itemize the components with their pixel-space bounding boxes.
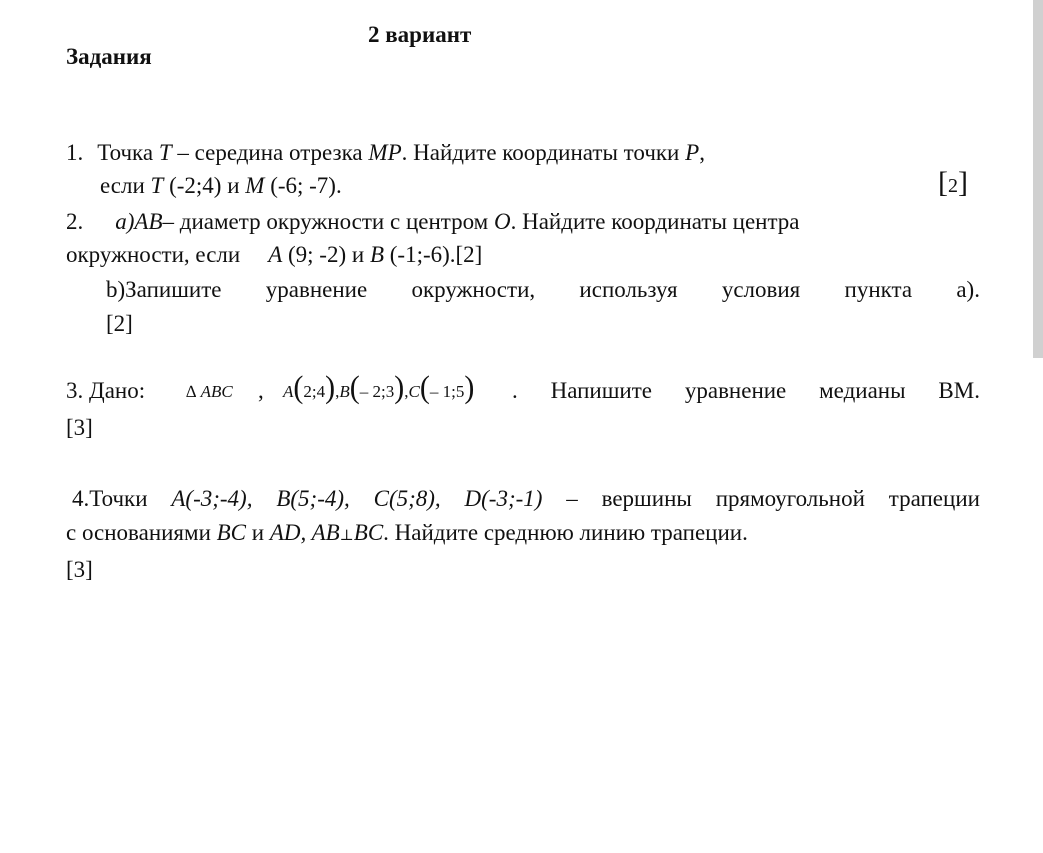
word: b)Запишите bbox=[106, 277, 222, 302]
word: – bbox=[566, 486, 578, 511]
paren: ( bbox=[349, 370, 360, 405]
point-t: T bbox=[158, 140, 172, 165]
task1-score bbox=[938, 166, 968, 203]
point-c: C bbox=[408, 382, 420, 401]
segment-bc: BC bbox=[353, 520, 384, 545]
tasks-heading: Задания bbox=[66, 44, 152, 69]
word: трапеции bbox=[888, 486, 980, 511]
task3-comma: , bbox=[258, 378, 264, 403]
coords-c: – 1;5 bbox=[429, 382, 465, 401]
task1-text: , bbox=[699, 140, 705, 165]
word: окружности, bbox=[411, 277, 536, 302]
paren: ( bbox=[419, 370, 430, 405]
task1-text: (-6; -7). bbox=[264, 173, 342, 198]
segment-ad-ab: AD, AB bbox=[269, 520, 340, 545]
word: Напишите bbox=[550, 378, 653, 403]
task2-part-b-line bbox=[106, 275, 980, 305]
task3-score: [3] bbox=[66, 415, 93, 440]
task1-line2 bbox=[100, 171, 342, 201]
task1-text: Точка bbox=[97, 140, 159, 165]
task3-given bbox=[66, 376, 145, 406]
word: прямоугольной bbox=[715, 486, 865, 511]
paren: ) bbox=[464, 370, 475, 405]
coords-b: – 2;3 bbox=[359, 382, 395, 401]
perpendicular-symbol: ⊥ bbox=[339, 528, 354, 544]
triangle-name: ABC bbox=[200, 382, 233, 401]
segment-mp: MP bbox=[368, 140, 402, 165]
task2-text: (9; -2) и bbox=[282, 242, 370, 267]
coords-a: 2;4 bbox=[303, 382, 326, 401]
word: медианы bbox=[819, 378, 906, 403]
word: 4.Точки bbox=[72, 486, 148, 511]
word: а). bbox=[956, 277, 980, 302]
triangle-abc bbox=[186, 380, 233, 404]
point-p: P bbox=[685, 140, 700, 165]
task2-text: . Найдите координаты центра bbox=[510, 209, 800, 234]
variant-title: 2 вариант bbox=[368, 22, 472, 47]
point-b: B bbox=[339, 382, 350, 401]
task4-score: [3] bbox=[66, 557, 93, 582]
task1-line1 bbox=[66, 138, 705, 168]
task1-text: – середина отрезка bbox=[171, 140, 369, 165]
point-b-coords: B(5;-4), bbox=[276, 486, 350, 511]
task3-number: 3. bbox=[66, 378, 84, 403]
word: используя bbox=[579, 277, 678, 302]
vertical-scrollbar[interactable] bbox=[1033, 0, 1043, 358]
point-a: A bbox=[283, 382, 294, 401]
word: условия bbox=[721, 277, 801, 302]
point-t: T bbox=[150, 173, 164, 198]
task4-text: . Найдите среднюю линию трапеции. bbox=[383, 520, 748, 545]
score-value: 2 bbox=[948, 175, 958, 197]
task1-text: если bbox=[100, 173, 151, 198]
task2-line1 bbox=[66, 207, 800, 237]
word: пункта bbox=[844, 277, 913, 302]
task2-text: (-1;-6).[2] bbox=[384, 242, 483, 267]
bracket: ] bbox=[958, 166, 968, 199]
task3-points-formula: A(2;4),B(– 2;3),C(– 1;5) bbox=[283, 368, 474, 412]
paren: ( bbox=[293, 370, 304, 405]
task2-part-a-label: a)AB bbox=[115, 209, 163, 234]
point-c-coords: C(5;8), bbox=[373, 486, 441, 511]
task2-line2 bbox=[66, 240, 482, 270]
bracket: [ bbox=[938, 166, 948, 199]
point-a: A bbox=[268, 242, 283, 267]
word: ВМ. bbox=[938, 378, 980, 403]
task4-text: с основаниями bbox=[66, 520, 217, 545]
word: вершины bbox=[601, 486, 692, 511]
triangle-symbol: ∆ bbox=[186, 382, 197, 401]
point-b: B bbox=[369, 242, 384, 267]
task2-number: 2. bbox=[66, 209, 84, 234]
paren: ) bbox=[394, 370, 405, 405]
task3-given-label: Дано: bbox=[89, 378, 146, 403]
task1-text: (-2;4) и bbox=[163, 173, 246, 198]
point-a-coords: A(-3;-4), bbox=[171, 486, 253, 511]
task1-number: 1. bbox=[66, 140, 84, 165]
word: . bbox=[512, 378, 518, 403]
task4-line1 bbox=[72, 484, 980, 514]
word: уравнение bbox=[265, 277, 368, 302]
point-o: O bbox=[493, 209, 511, 234]
paren: ) bbox=[325, 370, 336, 405]
word: уравнение bbox=[684, 378, 787, 403]
task2-part-b-score: [2] bbox=[106, 311, 133, 336]
task2-text: окружности, если bbox=[66, 242, 241, 267]
task2-text: – диаметр окружности с центром bbox=[162, 209, 494, 234]
point-d-coords: D(-3;-1) bbox=[464, 486, 543, 511]
task1-text: . Найдите координаты точки bbox=[401, 140, 686, 165]
task3-instruction bbox=[512, 376, 980, 406]
task4-text: и bbox=[246, 520, 270, 545]
task4-line2 bbox=[66, 518, 748, 551]
point-m: M bbox=[245, 173, 265, 198]
segment-bc: BC bbox=[216, 520, 247, 545]
